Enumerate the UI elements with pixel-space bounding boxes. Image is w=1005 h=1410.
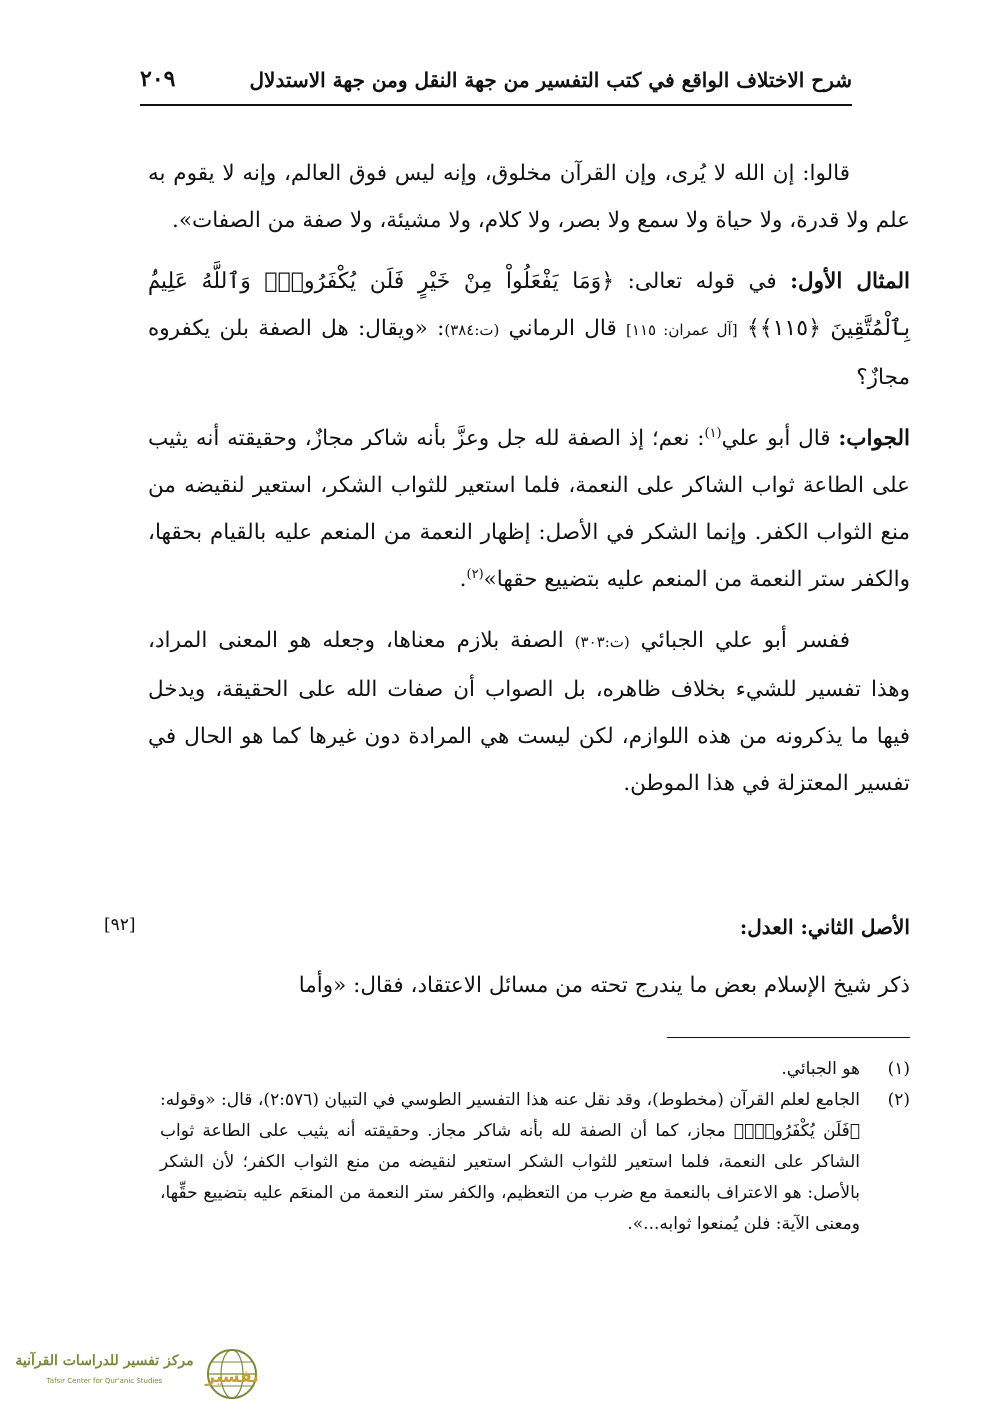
logo-english-text: Tafsir Center for Qur'anic Studies <box>46 1377 163 1385</box>
paragraph-4-b: الصفة بلازم معناها، وجعله هو المعنى المراد، وهذا تفسير للشيء بخلاف ظاهره، بل الصواب أن صفات الله على الحقيقة، ويدخل فيها ما يذكرونه من هذه اللوازم، لكن ليست هي المرادة دون غيرها كما هو الحال في تفسير المعتزلة في هذا الموطن. <box>148 628 910 796</box>
footnote-ref-2[interactable]: (٢) <box>466 566 484 582</box>
quran-verse: ﴿وَمَا يَفْعَلُواْ مِنْ خَيْرٍ فَلَن يُكْفَرُوهُۗ وَٱللَّهُ عَلِيمُۢ بِٱلْمُتَّقِينَ ﴿١١٥﴾﴾ <box>148 269 910 341</box>
answer-heading: الجواب: <box>838 426 910 451</box>
paragraph-1-text: قالوا: إن الله لا يُرى، وإن القرآن مخلوق، وإنه ليس فوق العالم، وإنه لا يقوم به علم ولا قدرة، ولا حياة ولا سمع ولا بصر، ولا كلام، ولا مشيئة، ولا صفة من الصفات». <box>148 161 910 233</box>
marginal-reference: [٩٢] <box>104 915 136 935</box>
example-heading: المثال الأول: <box>790 269 910 294</box>
paragraph-4 <box>148 617 910 807</box>
paragraph-3-b: : نعم؛ إذ الصفة لله جل وعزَّ بأنه شاكر مجازٌ، وحقيقته أنه يثيب على الطاعة ثواب الشاكر على النعمة، فلما استعير للثواب الشكر، استعير لنقيضه من منع الثواب الكفر. وإنما الشكر في الأصل: إظهار النعمة من المنعم عليه بالقيام بحقها، والكفر ستر النعمة من المنعم عليه بتضييع حقها» <box>148 426 910 592</box>
paragraph-2 <box>148 258 910 401</box>
footnote-ref-1[interactable]: (١) <box>704 425 722 441</box>
logo-arabic-text: مركز تفسير للدراسات القرآنية <box>15 1353 194 1369</box>
paragraph-3-end: . <box>459 567 467 592</box>
paragraph-2-rest: : «ويقال: هل الصفة بلن يكفروه مجازٌ؟ <box>148 316 910 390</box>
footnote-number: (١) <box>887 1059 910 1079</box>
paragraph-2-intro: في قوله تعالى: <box>627 269 777 294</box>
paragraph-1 <box>148 150 910 244</box>
running-title: شرح الاختلاف الواقع في كتب التفسير من جهة النقل ومن جهة الاستدلال <box>249 68 852 92</box>
running-header <box>140 60 852 106</box>
globe-logo-icon <box>204 1347 260 1401</box>
footnote-number: (٢) <box>887 1090 910 1110</box>
paragraph-3 <box>148 415 910 603</box>
death-date: (ت:٣٨٤) <box>444 321 500 339</box>
logo-mark-text: تفسير <box>205 1367 259 1387</box>
section-heading: الأصل الثاني: العدل: <box>739 915 910 939</box>
page-number: ٢٠٩ <box>140 66 176 92</box>
paragraph-3-a: قال أبو علي <box>721 426 831 451</box>
footnote <box>160 1054 910 1085</box>
verse-reference: [آل عمران: ١١٥] <box>626 321 738 339</box>
section-text: ذكر شيخ الإسلام بعض ما يندرج تحته من مسائل الاعتقاد، فقال: «وأما <box>298 973 910 998</box>
footnotes <box>160 1054 910 1240</box>
footnote-text: هو الجبائي. <box>781 1059 860 1079</box>
footnote-text: الجامع لعلم القرآن (مخطوط)، وقد نقل عنه هذا التفسير الطوسي في التبيان (٢:٥٧٦)، قال: «وقوله: ﴿فَلَن يُكْفَرُوهُۗ﴾ مجاز، كما أن الصفة لله بأنه شاكر مجاز. وحقيقته أنه يثيب على الطاعة ثواب الشاكر على النعمة، فلما استعير للثواب الشكر استعير لنقيضه من منع الثواب الكفر؛ لأن الشكر بالأصل: هو الاعتراف بالنعمة مع ضرب من التعظيم، والكفر ستر النعمة من المنعَم عليه بتضييع حقِّها، ومعنى الآية: فلن يُمنعوا ثوابه...». <box>160 1090 860 1234</box>
paragraph-2-mid: قال الرماني <box>508 316 617 341</box>
footnote-divider <box>667 1037 910 1038</box>
death-date: (ت:٣٠٣) <box>574 633 630 651</box>
paragraph-4-a: ففسر أبو علي الجبائي <box>640 628 850 653</box>
footnote <box>160 1085 910 1240</box>
main-text <box>148 150 910 821</box>
publisher-logo <box>8 1345 263 1403</box>
